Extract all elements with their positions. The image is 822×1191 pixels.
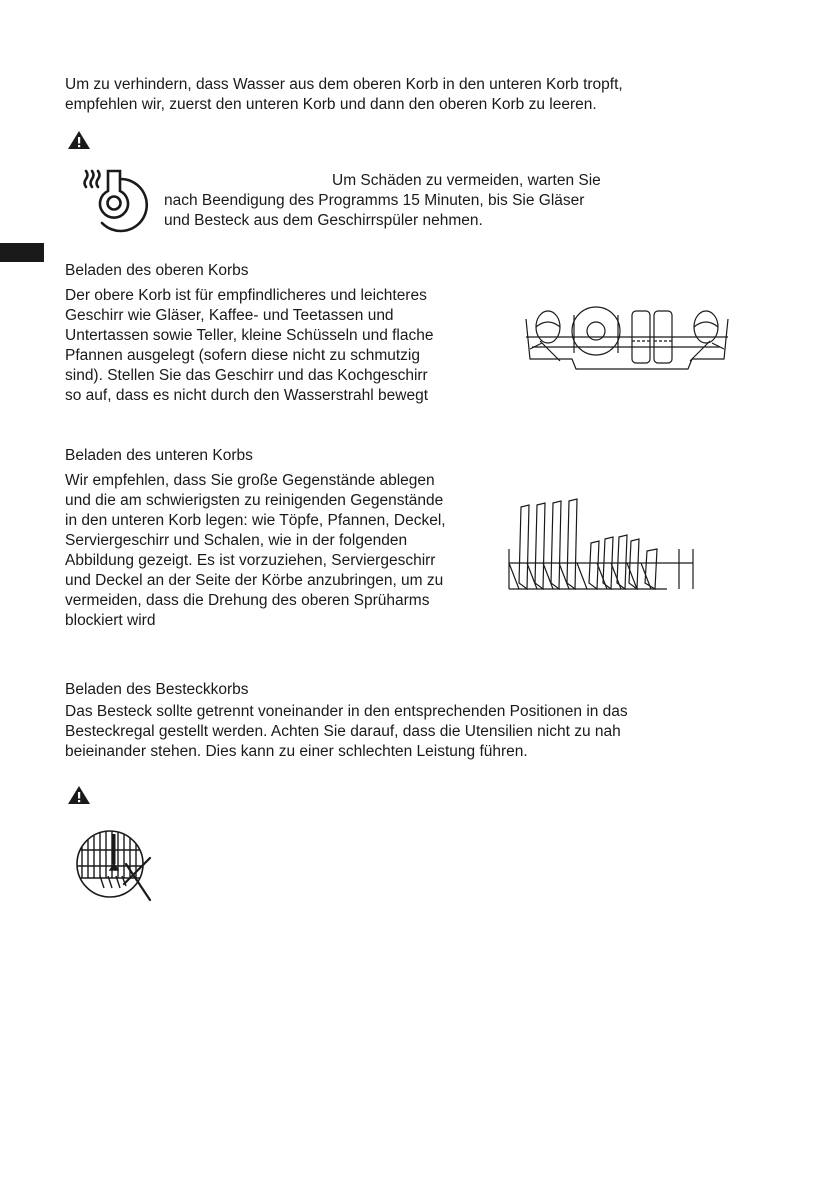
lower-basket-line: Abbildung gezeigt. Es ist vorzuziehen, Serviergeschirr [65, 552, 436, 569]
upper-basket-line: Geschirr wie Gläser, Kaffee- und Teetassen und [65, 307, 394, 324]
upper-basket-heading: Beladen des oberen Korbs [65, 262, 249, 279]
page-tab-marker [0, 243, 44, 262]
lower-basket-line: und die am schwierigsten zu reinigenden Gegenstände [65, 492, 444, 509]
lower-basket-line: in den unteren Korb legen: wie Töpfe, Pfannen, Deckel, [65, 512, 446, 529]
cutlery-basket-line: Das Besteck sollte getrennt voneinander in den entsprechenden Positionen in das [65, 703, 628, 720]
intro-line: Um zu verhindern, dass Wasser aus dem oberen Korb in den unteren Korb tropft, [65, 76, 623, 93]
upper-basket-line: sind). Stellen Sie das Geschirr und das Kochgeschirr [65, 367, 428, 384]
lower-basket-line: Wir empfehlen, dass Sie große Gegenstände ablegen [65, 472, 435, 489]
cutlery-basket-heading: Beladen des Besteckkorbs [65, 681, 249, 698]
upper-basket-paragraph [65, 286, 433, 406]
upper-basket-illustration [520, 297, 732, 373]
cutlery-basket-crossed-icon [70, 828, 156, 904]
warning-triangle-icon [67, 130, 91, 150]
lower-basket-line: Serviergeschirr und Schalen, wie in der folgenden [65, 532, 408, 549]
lower-basket-illustration [507, 497, 695, 591]
cutlery-basket-line: Besteckregal gestellt werden. Achten Sie darauf, dass die Utensilien nicht zu nah [65, 723, 621, 740]
upper-basket-line: Pfannen ausgelegt (sofern diese nicht zu schmutzig [65, 347, 420, 364]
cutlery-basket-paragraph [65, 702, 628, 762]
intro-paragraph [65, 75, 623, 115]
lower-basket-heading: Beladen des unteren Korbs [65, 447, 253, 464]
intro-line: empfehlen wir, zuerst den unteren Korb und dann den oberen Korb zu leeren. [65, 96, 597, 113]
hot-warning-line: nach Beendigung des Programms 15 Minuten, bis Sie Gläser [164, 192, 585, 209]
upper-basket-line: so auf, dass es nicht durch den Wasserstrahl bewegt [65, 387, 429, 404]
upper-basket-line: Der obere Korb ist für empfindlicheres und leichteres [65, 287, 427, 304]
lower-basket-paragraph [65, 471, 446, 631]
hot-warning-line: Um Schäden zu vermeiden, warten Sie [332, 172, 601, 189]
hot-surface-icon [80, 165, 156, 233]
lower-basket-line: und Deckel an der Seite der Körbe anzubringen, um zu [65, 572, 444, 589]
cutlery-basket-line: beieinander stehen. Dies kann zu einer schlechten Leistung führen. [65, 743, 528, 760]
warning-triangle-icon [67, 785, 91, 805]
lower-basket-line: blockiert wird [65, 612, 156, 629]
upper-basket-line: Untertassen sowie Teller, kleine Schüsseln und flache [65, 327, 434, 344]
hot-warning-line: und Besteck aus dem Geschirrspüler nehmen. [164, 212, 483, 229]
lower-basket-line: vermeiden, dass die Drehung des oberen Sprüharms [65, 592, 430, 609]
hot-warning-text [164, 171, 601, 231]
